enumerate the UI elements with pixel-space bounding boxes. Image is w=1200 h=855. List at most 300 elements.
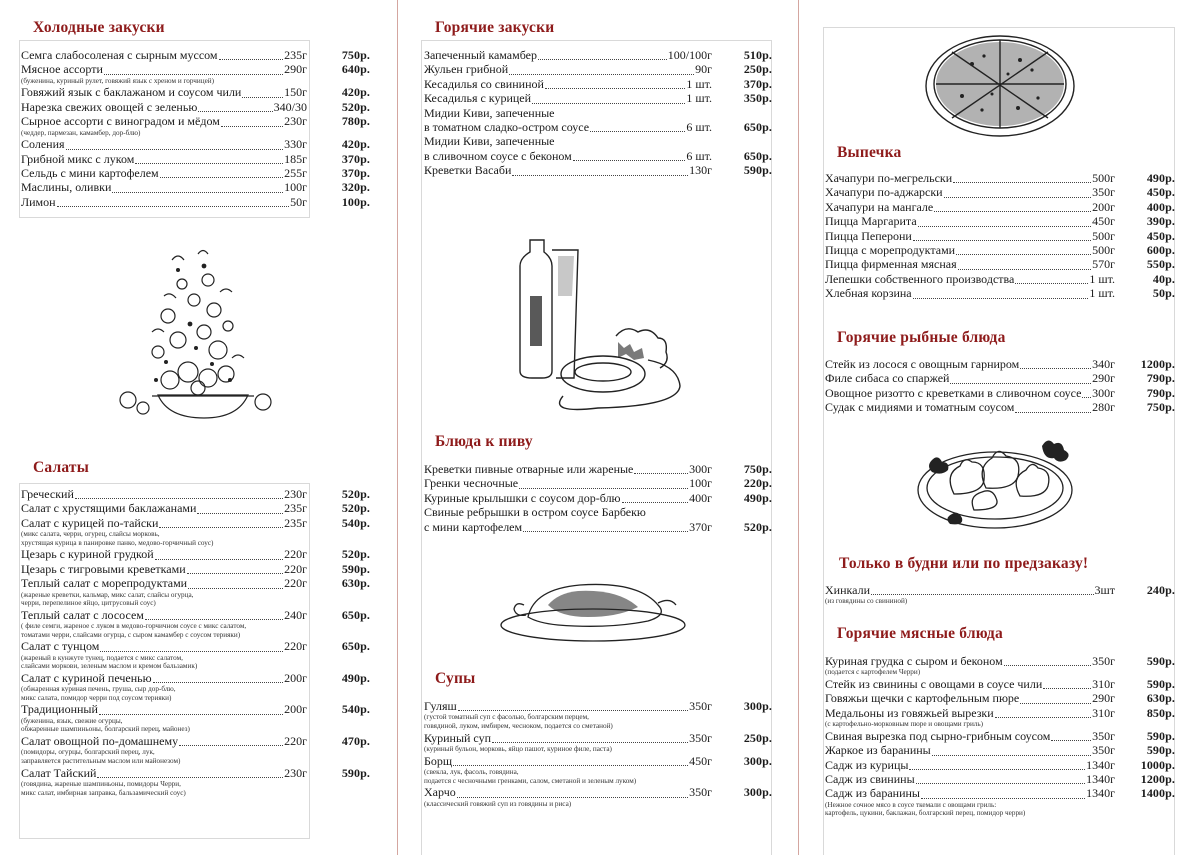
item-weight: 280г xyxy=(1092,400,1115,415)
item-weight: 350г xyxy=(1092,728,1115,743)
item-weight: 185г xyxy=(284,151,307,166)
item-description: картофель, цукини, баклажан, болгарский перец, помидор черри) xyxy=(825,809,1026,818)
item-weight: 500г xyxy=(1092,170,1115,185)
item-name: Овощное ризотто с креветками в сливочном соусе xyxy=(825,385,1082,400)
item-weight: 330г xyxy=(284,137,307,152)
menu-item xyxy=(825,386,1175,400)
menu-item xyxy=(424,476,772,490)
item-price: 370р. xyxy=(341,151,370,166)
menu-item xyxy=(424,731,772,754)
item-weight: 1 шт. xyxy=(686,76,712,91)
item-weight: 570г xyxy=(1092,257,1115,272)
dot-leader xyxy=(1020,703,1091,704)
item-row xyxy=(825,691,1175,705)
item-name: Греческий xyxy=(21,486,74,501)
item-weight: 290г xyxy=(1092,691,1115,706)
dot-leader xyxy=(492,742,688,743)
menu-item xyxy=(424,754,772,786)
item-description: (обжаренная куриная печень, груша, сыр дор-блю, xyxy=(21,685,176,694)
menu-item xyxy=(21,137,370,151)
item-row xyxy=(424,731,772,745)
item-name: Салат с тунцом xyxy=(21,639,100,654)
menu-item xyxy=(424,491,772,505)
item-weight: 310г xyxy=(1092,705,1115,720)
dot-leader xyxy=(153,682,283,683)
item-description: черри, перепелиное яйцо, цитрусовый соус) xyxy=(21,599,156,608)
item-price: 490р. xyxy=(1146,170,1175,185)
menu-item xyxy=(825,229,1175,243)
item-name-line1: Мидии Киви, запеченные xyxy=(424,105,555,120)
menu-item xyxy=(21,766,370,798)
item-description: (подается с картофелем Черри) xyxy=(825,668,921,677)
item-name: Жульен грибной xyxy=(424,62,509,77)
menu-item xyxy=(825,371,1175,385)
item-row xyxy=(424,149,772,163)
item-weight: 200г xyxy=(284,702,307,717)
item-name: Цезарь с тигровыми креветками xyxy=(21,561,186,576)
item-price: 390р. xyxy=(1146,214,1175,229)
salad-bowl-illustration xyxy=(108,240,280,420)
dot-leader xyxy=(545,88,686,89)
item-row xyxy=(21,766,370,780)
dot-leader xyxy=(921,798,1085,799)
item-price: 250р. xyxy=(743,730,772,745)
item-row xyxy=(21,62,370,76)
menu-item xyxy=(424,62,772,76)
item-row xyxy=(825,729,1175,743)
weekdays-list xyxy=(825,583,1175,606)
item-description: (жареные креветки, кальмар, микс салат, слайсы огурца, xyxy=(21,590,194,599)
menu-item xyxy=(825,691,1175,705)
dot-leader xyxy=(197,513,283,514)
item-row xyxy=(825,386,1175,400)
item-row xyxy=(21,516,370,530)
item-price: 250р. xyxy=(743,62,772,77)
dot-leader xyxy=(1082,397,1091,398)
item-description: (буженина, куриный рулет, говяжий язык с хреном и горчицей) xyxy=(21,76,215,85)
item-name: Говяжий язык с баклажаном и соусом чили xyxy=(21,85,242,100)
item-name: Харчо xyxy=(424,785,456,800)
item-weight: 6 шт. xyxy=(686,119,712,134)
item-name: Пицца Маргарита xyxy=(825,214,917,229)
dot-leader xyxy=(916,783,1085,784)
item-row xyxy=(825,583,1175,597)
item-weight: 370г xyxy=(689,519,712,534)
item-name: Хлебная корзина xyxy=(825,286,912,301)
item-price: 450р. xyxy=(1146,228,1175,243)
item-price: 300р. xyxy=(743,698,772,713)
menu-item xyxy=(21,671,370,703)
menu-item xyxy=(21,734,370,766)
item-row xyxy=(424,91,772,105)
item-price: 510р. xyxy=(743,47,772,62)
item-row xyxy=(424,491,772,505)
menu-item xyxy=(825,200,1175,214)
item-price: 590р. xyxy=(1146,653,1175,668)
item-name: Хачапури по-мегрельски xyxy=(825,170,953,185)
item-row xyxy=(424,476,772,490)
menu-item xyxy=(825,171,1175,185)
item-name: Свиная вырезка под сырно-грибным соусом xyxy=(825,728,1051,743)
item-price: 630р. xyxy=(1146,691,1175,706)
item-description: говядиной, луком, имбирем, чесноком, подается со сметаной) xyxy=(424,721,613,730)
menu-item xyxy=(424,77,772,91)
item-price: 780р. xyxy=(341,114,370,129)
bakery-list xyxy=(825,171,1175,301)
item-row xyxy=(825,706,1175,720)
dot-leader xyxy=(944,197,1091,198)
menu-item xyxy=(21,516,370,548)
section-title-hot-snacks: Горячие закуски xyxy=(435,19,555,36)
item-row xyxy=(825,400,1175,414)
item-description: (из говядины со свининой) xyxy=(825,597,908,606)
dot-leader xyxy=(188,588,283,589)
item-price: 590р. xyxy=(341,765,370,780)
menu-item xyxy=(21,114,370,137)
menu-item xyxy=(825,706,1175,729)
item-price: 750р. xyxy=(1146,400,1175,415)
dot-leader xyxy=(145,619,283,620)
item-weight: 1 шт. xyxy=(1089,286,1115,301)
dot-leader xyxy=(958,269,1091,270)
dot-leader xyxy=(519,488,688,489)
item-name: Садж из курицы xyxy=(825,757,909,772)
soups-list xyxy=(424,699,772,808)
item-price: 540р. xyxy=(341,515,370,530)
menu-item xyxy=(825,772,1175,786)
item-row xyxy=(21,734,370,748)
item-price: 300р. xyxy=(743,785,772,800)
item-price: 1400р. xyxy=(1140,786,1175,801)
item-row xyxy=(825,243,1175,257)
dot-leader xyxy=(871,594,1094,595)
item-description: хрустящая курица в панировке панко, медово-горчичный соус) xyxy=(21,538,214,547)
item-description: микс салат, имбирная заправка, бальзамический соус) xyxy=(21,788,186,797)
item-row xyxy=(424,785,772,799)
item-description: (густой томатный суп с фасолью, болгарским перцем, xyxy=(424,713,589,722)
item-name: Салат Тайский xyxy=(21,765,97,780)
item-weight: 150г xyxy=(284,85,307,100)
item-weight: 230г xyxy=(284,486,307,501)
dot-leader xyxy=(458,710,688,711)
menu-item xyxy=(825,257,1175,271)
item-name: Кесадилья со свининой xyxy=(424,76,544,91)
dot-leader xyxy=(135,163,283,164)
item-name: Куриные крылышки с соусом дор-блю xyxy=(424,490,621,505)
item-row xyxy=(21,639,370,653)
item-name: Маслины, оливки xyxy=(21,180,112,195)
item-weight: 220г xyxy=(284,576,307,591)
item-name: Садж из баранины xyxy=(825,786,920,801)
item-row xyxy=(825,286,1175,300)
item-row xyxy=(424,163,772,177)
item-row xyxy=(825,371,1175,385)
item-price: 1200р. xyxy=(1140,356,1175,371)
item-weight: 230г xyxy=(284,114,307,129)
menu-item xyxy=(825,654,1175,677)
item-name: Хинкали xyxy=(825,582,870,597)
section-title-salads: Салаты xyxy=(33,459,90,476)
item-row xyxy=(825,257,1175,271)
dot-leader xyxy=(221,126,283,127)
dot-leader xyxy=(538,59,667,60)
menu-item xyxy=(21,562,370,576)
item-name: Сырное ассорти с виноградом и мёдом xyxy=(21,114,220,129)
dot-leader xyxy=(453,765,688,766)
item-weight: 450г xyxy=(1092,214,1115,229)
item-price: 1000р. xyxy=(1140,757,1175,772)
item-row xyxy=(424,77,772,91)
item-row xyxy=(21,487,370,501)
item-name: Теплый салат с морепродуктами xyxy=(21,576,188,591)
item-weight: 220г xyxy=(284,734,307,749)
item-price: 50р. xyxy=(1152,286,1175,301)
section-title-weekdays: Только в будни или по предзаказу! xyxy=(839,555,1089,572)
item-price: 650р. xyxy=(743,119,772,134)
dot-leader xyxy=(956,254,1091,255)
item-weight: 350г xyxy=(689,698,712,713)
menu-item xyxy=(21,501,370,515)
menu-item xyxy=(21,608,370,640)
item-description: (куриный бульон, морковь, яйцо пашот, куриное филе, паста) xyxy=(424,744,612,753)
item-weight: 220г xyxy=(284,561,307,576)
item-description: микс салата, помидор черри под соусом терияки) xyxy=(21,693,172,702)
item-name: Пицца с морепродуктами xyxy=(825,242,956,257)
dot-leader xyxy=(1004,665,1091,666)
hot-snacks-list xyxy=(424,48,772,178)
item-row xyxy=(825,272,1175,286)
item-price: 520р. xyxy=(341,547,370,562)
item-row xyxy=(21,152,370,166)
menu-item xyxy=(424,134,772,163)
item-row xyxy=(424,48,772,62)
item-row xyxy=(21,547,370,561)
item-name: Медальоны из говяжьей вырезки xyxy=(825,705,994,720)
item-name: Хачапури по-аджарски xyxy=(825,185,943,200)
menu-item xyxy=(21,547,370,561)
fish-list xyxy=(825,357,1175,415)
item-weight: 230г xyxy=(284,765,307,780)
item-name: Традиционный xyxy=(21,702,98,717)
item-weight: 350г xyxy=(1092,653,1115,668)
item-name: в сливочном соусе с беконом xyxy=(424,148,572,163)
item-weight: 240г xyxy=(284,607,307,622)
item-name: Сельдь с мини картофелем xyxy=(21,165,159,180)
item-name: Теплый салат с лососем xyxy=(21,607,144,622)
item-row xyxy=(825,214,1175,228)
item-price: 240р. xyxy=(1146,582,1175,597)
menu-item xyxy=(825,272,1175,286)
item-name: Соления xyxy=(21,137,65,152)
item-weight: 350г xyxy=(1092,185,1115,200)
menu-item xyxy=(21,100,370,114)
item-name: Пицца Пеперони xyxy=(825,228,912,243)
menu-item xyxy=(424,91,772,105)
item-row xyxy=(825,758,1175,772)
item-description: (с картофельно-морковным пюре и овощами гриль) xyxy=(825,720,984,729)
menu-item xyxy=(21,152,370,166)
item-name: Кесадилья с курицей xyxy=(424,91,532,106)
item-weight: 350г xyxy=(689,785,712,800)
menu-item xyxy=(21,180,370,194)
item-description: (жареный в кунжуте тунец, подается с микс салатом, xyxy=(21,653,183,662)
item-row xyxy=(825,229,1175,243)
dot-leader xyxy=(159,527,283,528)
item-name: Жаркое из баранины xyxy=(825,743,931,758)
item-price: 420р. xyxy=(341,137,370,152)
item-price: 650р. xyxy=(743,148,772,163)
dot-leader xyxy=(99,714,283,715)
item-weight: 235г xyxy=(284,501,307,516)
item-description: (буженина, язык, свежие огурцы, xyxy=(21,716,123,725)
item-price: 650р. xyxy=(341,607,370,622)
item-weight: 235г xyxy=(284,515,307,530)
menu-item xyxy=(424,163,772,177)
dot-leader xyxy=(104,74,283,75)
item-name: Лепешки собственного производства xyxy=(825,271,1015,286)
item-name: Мясное ассорти xyxy=(21,62,103,77)
dot-leader xyxy=(953,182,1091,183)
item-price: 590р. xyxy=(1146,728,1175,743)
item-row xyxy=(21,180,370,194)
dot-leader xyxy=(950,383,1091,384)
item-name-line1: Мидии Киви, запеченные xyxy=(424,134,555,149)
item-weight: 50г xyxy=(290,194,307,209)
item-weight: 500г xyxy=(1092,242,1115,257)
dot-leader xyxy=(622,502,689,503)
item-price: 790р. xyxy=(1146,371,1175,386)
dot-leader xyxy=(1051,740,1091,741)
menu-item xyxy=(21,702,370,734)
item-name: Цезарь с куриной грудкой xyxy=(21,547,154,562)
menu-item xyxy=(825,758,1175,772)
item-price: 520р. xyxy=(341,501,370,516)
item-price: 420р. xyxy=(341,85,370,100)
khinkali-illustration xyxy=(914,432,1076,532)
item-description: (помидоры, огурцы, болгарский перец, лук, xyxy=(21,748,155,757)
item-description: (Нежное сочное мясо в соусе ткемали с овощами гриль: xyxy=(825,800,997,809)
item-description: (чеддер, пармезан, камамбер, дор-блю) xyxy=(21,128,141,137)
item-row xyxy=(21,114,370,128)
item-weight: 1340г xyxy=(1086,757,1115,772)
item-row xyxy=(825,786,1175,800)
item-name: Филе сибаса со спаржей xyxy=(825,371,950,386)
item-weight: 3шт xyxy=(1094,582,1115,597)
dot-leader xyxy=(573,160,686,161)
item-row xyxy=(21,501,370,515)
item-weight: 1340г xyxy=(1086,771,1115,786)
dot-leader xyxy=(532,103,685,104)
section-title-meat: Горячие мясные блюда xyxy=(837,625,1003,642)
item-weight: 300г xyxy=(1092,385,1115,400)
item-name: Салат с хрустящими баклажанами xyxy=(21,501,197,516)
item-row xyxy=(21,576,370,590)
item-price: 490р. xyxy=(341,670,370,685)
item-name: Салат с куриной печенью xyxy=(21,670,152,685)
item-price: 520р. xyxy=(743,519,772,534)
item-price: 640р. xyxy=(341,62,370,77)
dot-leader xyxy=(934,211,1091,212)
item-description: (классический говяжий суп из говядины и риса) xyxy=(424,799,572,808)
item-price: 750р. xyxy=(743,461,772,476)
item-weight: 500г xyxy=(1092,228,1115,243)
item-name: Судак с мидиями и томатным соусом xyxy=(825,400,1015,415)
item-price: 320р. xyxy=(341,180,370,195)
item-description: томатами черри, слайсами огурца, с сыром камамбер с соусом терияки) xyxy=(21,630,241,639)
dot-leader xyxy=(909,769,1085,770)
dot-leader xyxy=(509,74,694,75)
roast-chicken-illustration xyxy=(498,575,688,645)
menu-item xyxy=(424,505,772,534)
dot-leader xyxy=(179,745,283,746)
menu-item xyxy=(21,639,370,671)
item-row xyxy=(21,671,370,685)
item-price: 490р. xyxy=(743,490,772,505)
item-row xyxy=(21,100,370,114)
item-name: Салат с курицей по-тайски xyxy=(21,515,159,530)
beer-and-sausage-illustration xyxy=(508,236,688,411)
item-weight: 290г xyxy=(1092,371,1115,386)
item-price: 220р. xyxy=(743,476,772,491)
item-row xyxy=(825,185,1175,199)
item-name: Стейк из свинины с овощами в соусе чили xyxy=(825,676,1043,691)
item-price: 370р. xyxy=(341,165,370,180)
menu-item xyxy=(21,487,370,501)
item-weight: 300г xyxy=(689,461,712,476)
item-price: 450р. xyxy=(1146,185,1175,200)
dot-leader xyxy=(97,777,283,778)
item-name: Говяжьи щечки с картофельным пюре xyxy=(825,691,1020,706)
item-row xyxy=(21,562,370,576)
item-name: Грибной микс с луком xyxy=(21,151,135,166)
item-name: в томатном сладко-остром соусе xyxy=(424,119,590,134)
item-price: 470р. xyxy=(341,734,370,749)
item-name: Куриный суп xyxy=(424,730,492,745)
item-weight: 235г xyxy=(284,47,307,62)
khachapuri-illustration xyxy=(922,30,1078,142)
item-name: Креветки Васаби xyxy=(424,163,512,178)
item-name: Лимон xyxy=(21,194,56,209)
dot-leader xyxy=(242,97,283,98)
item-row xyxy=(21,195,370,209)
item-row xyxy=(825,677,1175,691)
item-row xyxy=(424,462,772,476)
item-description: заправляется растительным маслом или майонезом) xyxy=(21,757,181,766)
item-weight: 1340г xyxy=(1086,786,1115,801)
item-row xyxy=(825,171,1175,185)
item-name: Стейк из лосося с овощным гарниром xyxy=(825,356,1020,371)
dot-leader xyxy=(1020,368,1091,369)
dot-leader xyxy=(913,298,1089,299)
item-row xyxy=(825,357,1175,371)
menu-item xyxy=(21,62,370,85)
menu-item xyxy=(825,583,1175,606)
item-description: (микс салата, черри, огурец, слайсы морковь, xyxy=(21,530,160,539)
item-price: 350р. xyxy=(743,91,772,106)
menu-item xyxy=(825,243,1175,257)
item-row xyxy=(21,702,370,716)
menu-item xyxy=(825,357,1175,371)
dot-leader xyxy=(523,531,688,532)
item-price: 300р. xyxy=(743,753,772,768)
menu-item xyxy=(21,166,370,180)
menu-item xyxy=(825,286,1175,300)
item-name: Пицца фирменная мясная xyxy=(825,257,957,272)
menu-item xyxy=(825,185,1175,199)
item-description: подается с чесночными гренками, салом, сметаной и зеленым луком) xyxy=(424,776,637,785)
dot-leader xyxy=(1015,283,1088,284)
dot-leader xyxy=(198,111,272,112)
